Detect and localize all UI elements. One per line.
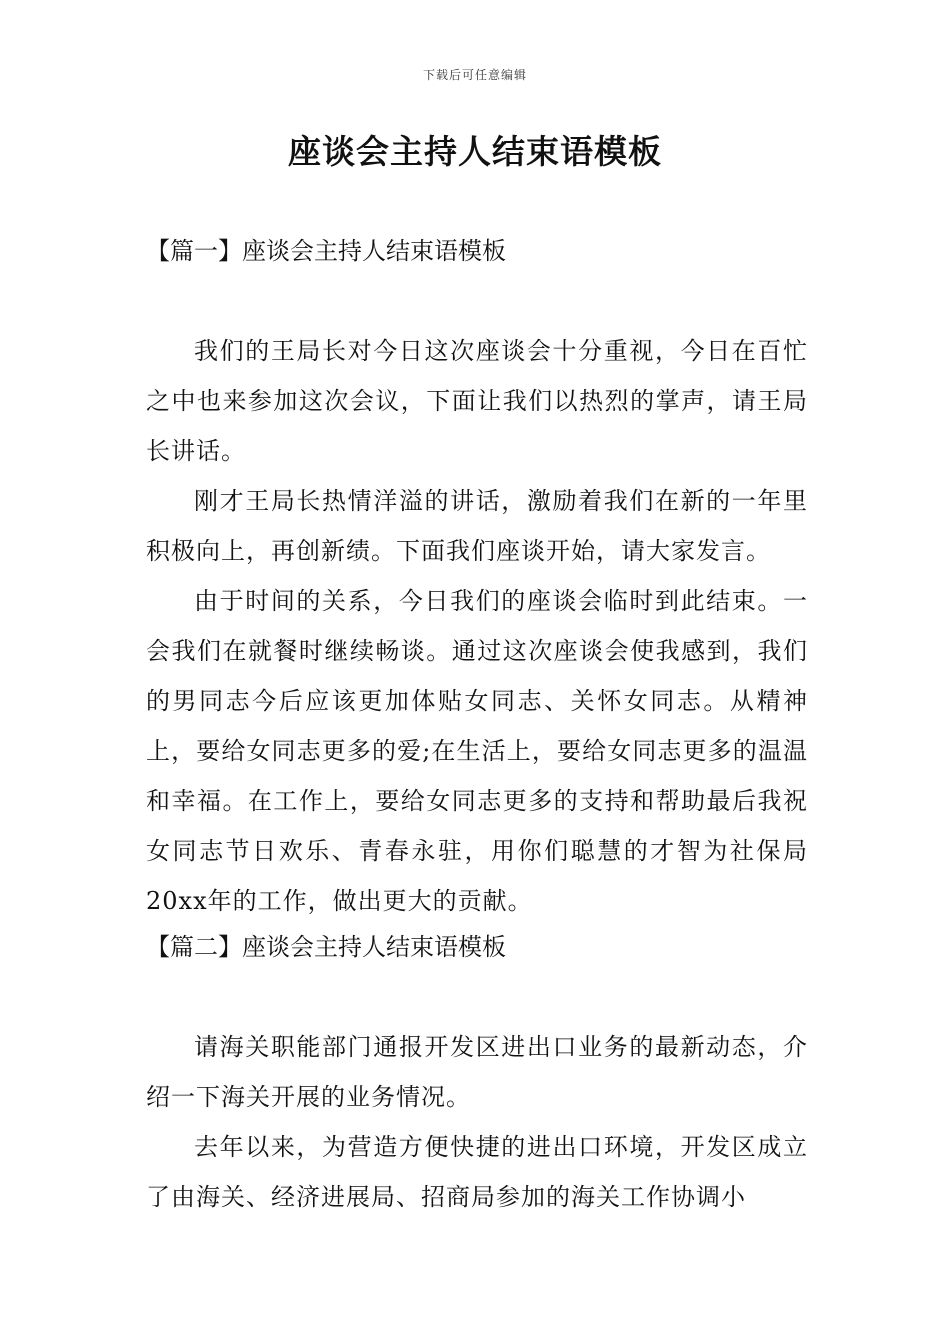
header-note: 下载后可任意编辑 — [422, 68, 527, 82]
paragraph: 由于时间的关系，今日我们的座谈会临时到此结束。一会我们在就餐时继续畅谈。通过这次座谈会使我感到，我们的男同志今后应该更加体贴女同志、关怀女同志。从精神上，要给女同志更多的爱;在生活上，要给女同志更多的温温和幸福。在工作上，要给女同志更多的支持和帮助最后我祝女同志节日欢乐、青春永驻，用你们聪慧的才智为社保局20xx年的工作，做出更大的贡献。 — [146, 587, 808, 915]
section-2-body — [146, 1022, 808, 1222]
paragraph: 去年以来，为营造方便快捷的进出口环境，开发区成立了由海关、经济进展局、招商局参加的海关工作协调小 — [146, 1133, 808, 1211]
section-heading: 【篇二】座谈会主持人结束语模板 — [146, 933, 506, 961]
section-1-body — [146, 326, 808, 926]
section-2-heading-block — [146, 922, 808, 972]
section-heading: 【篇一】座谈会主持人结束语模板 — [146, 237, 506, 265]
paragraph: 我们的王局长对今日这次座谈会十分重视，今日在百忙之中也来参加这次会议，下面让我们以热烈的掌声，请王局长讲话。 — [146, 337, 808, 465]
paragraph: 请海关职能部门通报开发区进出口业务的最新动态，介绍一下海关开展的业务情况。 — [146, 1033, 808, 1111]
document-title: 座谈会主持人结束语模板 — [288, 132, 662, 171]
paragraph: 刚才王局长热情洋溢的讲话，激励着我们在新的一年里积极向上，再创新绩。下面我们座谈开始，请大家发言。 — [146, 487, 808, 565]
section-1-heading-block — [146, 226, 808, 276]
